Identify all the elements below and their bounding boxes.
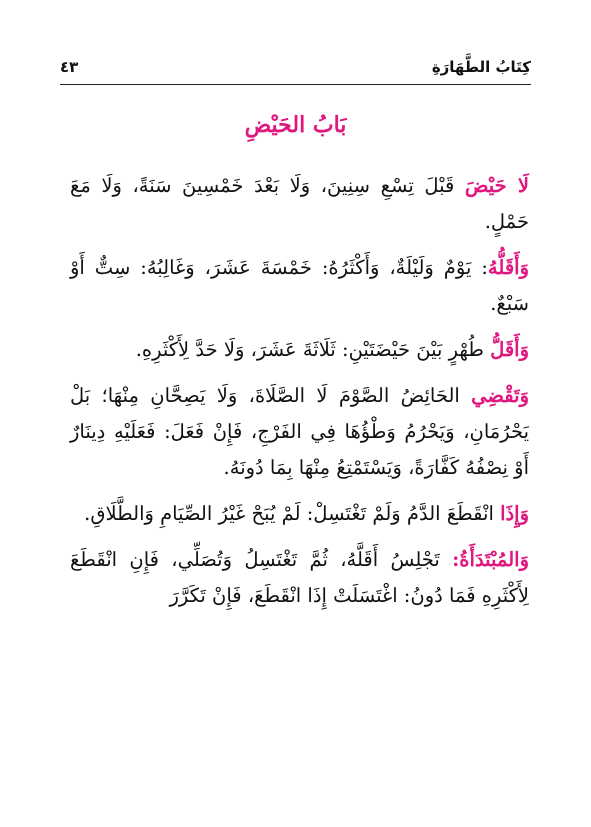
paragraph [70, 542, 529, 614]
paragraph-keyword: وَتَقْضِي [471, 384, 529, 407]
paragraph [70, 168, 529, 240]
paragraph-text: قَبْلَ تِسْعِ سِنِينَ، وَلَا بَعْدَ خَمْسِينَ سَنَةً، وَلَا مَعَ حَمْلٍ. [70, 174, 529, 233]
paragraph-text: طُهْرٍ بَيْنَ حَيْضَتَيْنِ: ثَلَاثَةَ عَشَرَ، وَلَا حَدَّ لِأَكْثَرِهِ. [135, 338, 491, 361]
paragraph-text: تَجْلِسُ أَقَلَّهُ، ثُمَّ تَغْتَسِلُ وَتُصَلِّي، فَإِنِ انْقَطَعَ لِأَكْثَرِهِ فَمَا دُونُ: اغْتَسَلَتْ إِذَا انْقَطَعَ، فَإِنْ تَكَرَّرَ [70, 548, 529, 607]
page-number: ٤٣ [60, 58, 79, 76]
paragraph-text: الحَائِضُ الصَّوْمَ لَا الصَّلَاةَ، وَلَا يَصِحَّانِ مِنْهَا؛ بَلْ يَحْرُمَانِ، وَيَحْرُمُ وَطْؤُهَا فِي الفَرْجِ، فَإِنْ فَعَلَ: فَعَلَيْهِ دِينَارٌ أَوْ نِصْفُهُ كَفَّارَةً، وَيَسْتَمْتِعُ مِنْهَا بِمَا دُونَهُ. [70, 384, 529, 479]
paragraph-keyword: وَالمُبْتَدَأَةُ: [452, 548, 529, 571]
page-header [60, 56, 531, 85]
paragraph-keyword: لَا حَيْضَ [464, 174, 529, 197]
paragraph-text: انْقَطَعَ الدَّمُ وَلَمْ تَغْتَسِلْ: لَمْ يُبَحْ غَيْرُ الصِّيَامِ وَالطَّلَاقِ. [84, 502, 501, 525]
paragraph-keyword: وَإِذَا [500, 502, 529, 525]
paragraph-keyword: وَأَقَلُّهُ [487, 256, 529, 279]
running-title: كِتَابُ الطَّهَارَةِ [431, 58, 531, 76]
paragraph [70, 250, 529, 322]
paragraph-text: : يَوْمٌ وَلَيْلَةٌ، وَأَكْثَرُهُ: خَمْسَةَ عَشَرَ، وَغَالِبُهُ: سِتٌّ أَوْ سَبْعٌ. [70, 256, 529, 315]
chapter-title: بَابُ الحَيْضِ [244, 112, 347, 138]
paragraph [70, 332, 529, 368]
paragraph [70, 496, 529, 532]
paragraph-keyword: وَأَقَلُّ [490, 338, 529, 361]
body-text [70, 168, 529, 624]
paragraph [70, 378, 529, 486]
